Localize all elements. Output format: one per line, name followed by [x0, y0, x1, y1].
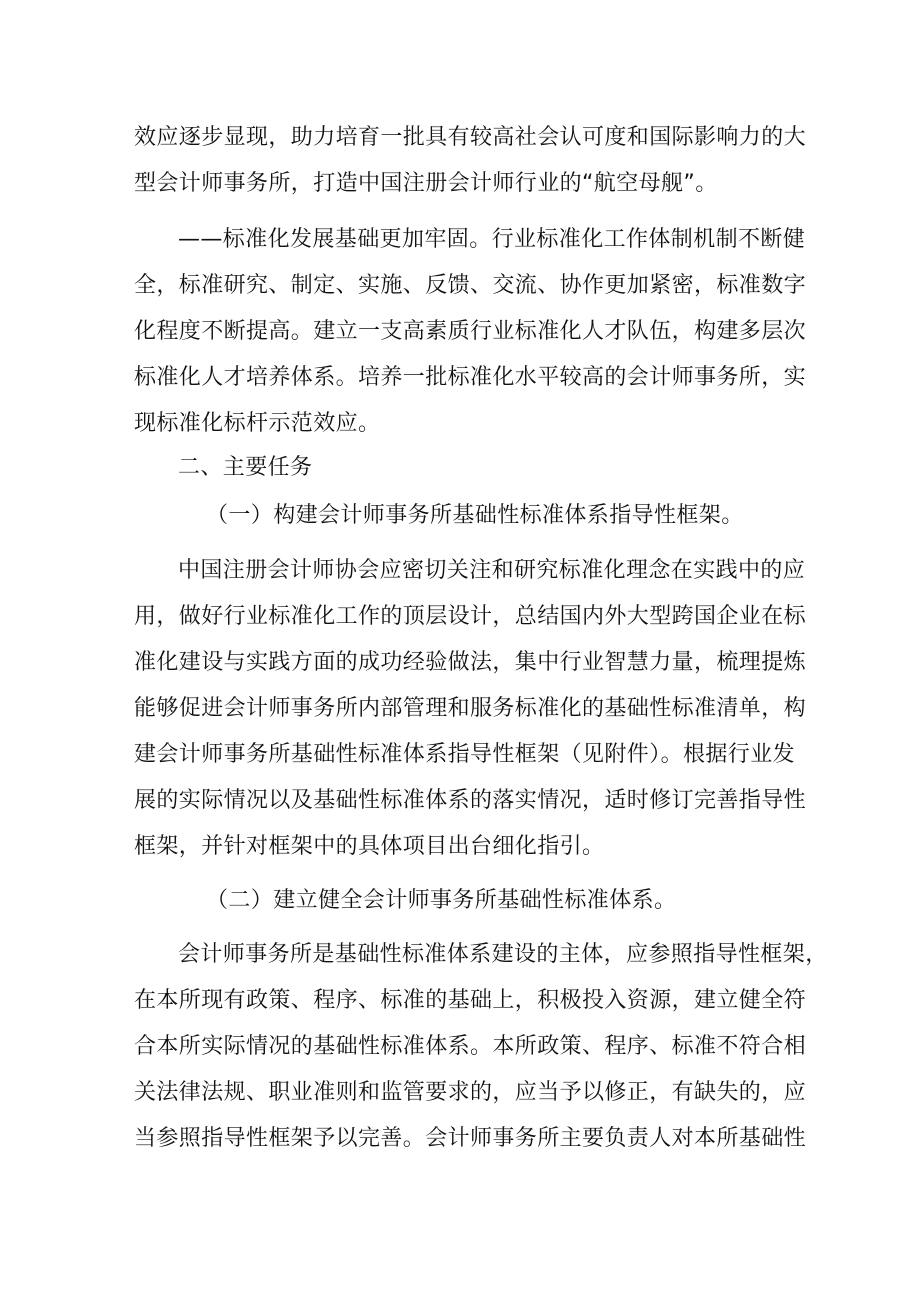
text-line: 能够促进会计师事务所内部管理和服务标准化的基础性标准清单，构	[134, 696, 807, 721]
text-line: 准化建设与实践方面的成功经验做法，集中行业智慧力量，梳理提炼	[134, 650, 807, 675]
text-line: 合本所实际情况的基础性标准体系。本所政策、程序、标准不符合相	[134, 1034, 807, 1059]
subsection-heading-2	[134, 878, 794, 924]
subheading-text: （二）建立健全会计师事务所基础性标准体系。	[206, 888, 677, 913]
paragraph-standardization-foundation	[134, 217, 807, 447]
text-line: 用，做好行业标准化工作的顶层设计，总结国内外大型跨国企业在标	[134, 604, 807, 629]
section-heading	[134, 445, 794, 491]
text-line: 会计师事务所是基础性标准体系建设的主体，应参照指导性框架，	[178, 942, 828, 967]
text-line: ——标准化发展基础更加牢固。行业标准化工作体制机制不断健	[178, 227, 806, 252]
text-line: 中国注册会计师协会应密切关注和研究标准化理念在实践中的应	[178, 558, 806, 583]
text-line: 展的实际情况以及基础性标准体系的落实情况，适时修订完善指导性	[134, 788, 807, 813]
heading-text: 二、主要任务	[178, 455, 313, 480]
subsection-heading-1	[134, 493, 794, 539]
text-line: 关法律法规、职业准则和监管要求的，应当予以修正，有缺失的，应	[134, 1080, 807, 1105]
text-line: 全，标准研究、制定、实施、反馈、交流、协作更加紧密，标准数字	[134, 273, 807, 298]
text-line: 标准化人才培养体系。培养一批标准化水平较高的会计师事务所，实	[134, 365, 807, 390]
paragraph-firm-standards	[134, 932, 828, 1162]
subheading-text: （一）构建会计师事务所基础性标准体系指导性框架。	[206, 503, 744, 528]
text-line: 现标准化标杆示范效应。	[134, 411, 381, 436]
text-line: 在本所现有政策、程序、标准的基础上，积极投入资源，建立健全符	[134, 988, 807, 1013]
text-line: 建会计师事务所基础性标准体系指导性框架（见附件）。根据行业发	[134, 742, 796, 767]
text-line: 当参照指导性框架予以完善。会计师事务所主要负责人对本所基础性	[134, 1126, 807, 1151]
text-line: 框架，并针对框架中的具体项目出台细化指引。	[134, 834, 605, 859]
text-line: 型会计师事务所，打造中国注册会计师行业的“航空母舰”。	[134, 171, 718, 196]
text-line: 效应逐步显现，助力培育一批具有较高社会认可度和国际影响力的大	[134, 125, 807, 150]
text-line: 化程度不断提高。建立一支高素质行业标准化人才队伍，构建多层次	[134, 319, 807, 344]
paragraph-continuation	[134, 115, 807, 207]
paragraph-framework	[134, 548, 807, 870]
